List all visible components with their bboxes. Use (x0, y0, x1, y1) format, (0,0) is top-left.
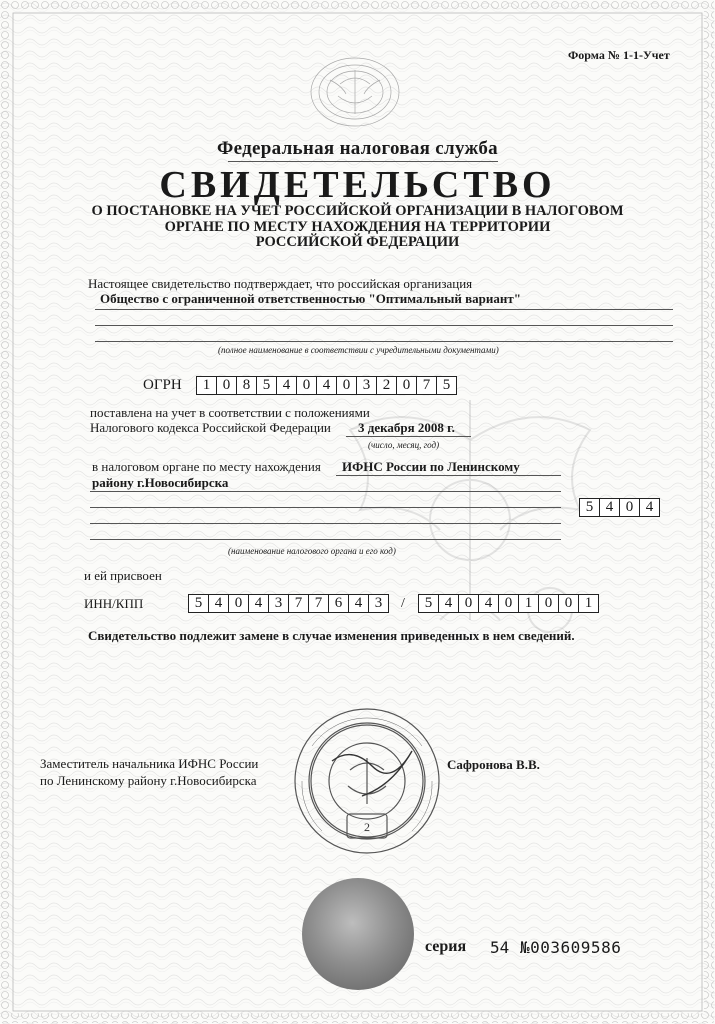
inn-digit: 3 (269, 595, 289, 612)
inn-digit: 4 (349, 595, 369, 612)
ogrn-digit: 7 (417, 377, 437, 394)
tax-office-name-part-2: району г.Новосибирска (92, 475, 229, 490)
ogrn-digit: 4 (277, 377, 297, 394)
position-line: по Ленинскому району г.Новосибирска (40, 773, 257, 788)
organization-caption: (полное наименование в соответствии с учредительными документами) (218, 345, 499, 355)
tax-office-name-part-1: ИФНС России по Ленинскому (342, 459, 520, 474)
ogrn-digit: 2 (377, 377, 397, 394)
org-line-3 (95, 341, 673, 342)
subtitle-line: РОССИЙСКОЙ ФЕДЕРАЦИИ (255, 234, 460, 250)
kpp-digit: 1 (519, 595, 539, 612)
kpp-digit: 1 (584, 595, 593, 611)
organization-name: Общество с ограниченной ответственностью "Оптимальный вариант" (100, 291, 521, 306)
inn-digit: 4 (209, 595, 229, 612)
ogrn-digit: 3 (357, 377, 377, 394)
position-line: Заместитель начальника ИФНС России (40, 756, 259, 771)
inn-digit: 6 (329, 595, 349, 612)
kpp-digit: 0 (539, 595, 559, 612)
kpp-digit: 0 (499, 595, 519, 612)
ogrn-digit: 5 (257, 377, 277, 394)
form-number: Форма № 1-1-Учет (568, 48, 670, 62)
date-caption: (число, месяц, год) (368, 440, 440, 450)
inn-digit: 4 (249, 595, 269, 612)
ogrn-digit: 8 (237, 377, 257, 394)
issuing-authority: Федеральная налоговая служба (217, 138, 498, 159)
document-title: СВИДЕТЕЛЬСТВО (159, 164, 556, 206)
org-line-2 (95, 325, 673, 326)
date-underline (346, 436, 471, 437)
assigned-label: и ей присвоен (84, 568, 162, 583)
ogrn-digit: 0 (337, 377, 357, 394)
ogrn-digit: 1 (197, 377, 217, 394)
authority-underline (228, 161, 498, 162)
ogrn-label: ОГРН (143, 377, 182, 393)
registration-date: 3 декабря 2008 г. (358, 420, 455, 435)
kpp-digit: 4 (479, 595, 499, 612)
registration-line-2: Налогового кодекса Российской Федерации (90, 420, 331, 435)
office-line-4 (90, 523, 561, 524)
subtitle-line: ОРГАНЕ ПО МЕСТУ НАХОЖДЕНИЯ НА ТЕРРИТОРИИ (164, 218, 551, 235)
kpp-digit: 5 (419, 595, 439, 612)
office-code-digit: 0 (620, 499, 640, 516)
office-line-5 (90, 539, 561, 540)
state-emblem-icon (300, 50, 410, 130)
ogrn-digit: 5 (442, 377, 451, 393)
official-seal-icon (292, 706, 442, 856)
signer-position (40, 755, 300, 789)
office-code-digit: 4 (645, 499, 654, 515)
kpp-digit: 4 (439, 595, 459, 612)
subtitle-line: О ПОСТАНОВКЕ НА УЧЕТ РОССИЙСКОЙ ОРГАНИЗАЦИИ В НАЛОГОВОМ (91, 203, 624, 219)
series-label: серия (425, 938, 467, 955)
office-line-1 (336, 475, 561, 476)
inn-kpp-separator: / (401, 596, 405, 611)
registration-line-1: поставлена на учет в соответствии с положениями (90, 405, 370, 420)
document-subtitle (0, 204, 715, 251)
certificate-number: №003609586 (520, 938, 622, 957)
ogrn-digit: 4 (317, 377, 337, 394)
office-code-digit: 5 (580, 499, 600, 516)
inn-digit: 7 (309, 595, 329, 612)
inn-digit: 3 (374, 595, 383, 611)
organization-intro: Настоящее свидетельство подтверждает, что российская организация (88, 276, 473, 291)
ogrn-digit: 0 (297, 377, 317, 394)
tax-office-caption: (наименование налогового органа и его код) (228, 546, 396, 556)
org-line-1 (95, 309, 673, 310)
kpp-digit: 0 (559, 595, 579, 612)
inn-digit: 7 (289, 595, 309, 612)
tax-office-code-cells (579, 498, 660, 517)
ogrn-digit: 0 (217, 377, 237, 394)
inn-digit: 5 (189, 595, 209, 612)
seal-number: 2 (364, 820, 370, 834)
ogrn-cells (196, 376, 457, 395)
office-line-3 (90, 507, 561, 508)
hologram-sticker (302, 878, 414, 990)
inn-digit: 0 (229, 595, 249, 612)
ogrn-digit: 0 (397, 377, 417, 394)
inn-cells (188, 594, 389, 613)
kpp-digit: 0 (459, 595, 479, 612)
kpp-cells (418, 594, 599, 613)
inn-kpp-label: ИНН/КПП (84, 596, 144, 611)
series-value: 54 (490, 938, 510, 957)
tax-office-intro: в налоговом органе по месту нахождения (92, 459, 321, 474)
replacement-notice: Свидетельство подлежит замене в случае изменения приведенных в нем сведений. (88, 628, 575, 643)
office-line-2 (90, 491, 561, 492)
office-code-digit: 4 (600, 499, 620, 516)
signer-name: Сафронова В.В. (447, 757, 540, 772)
